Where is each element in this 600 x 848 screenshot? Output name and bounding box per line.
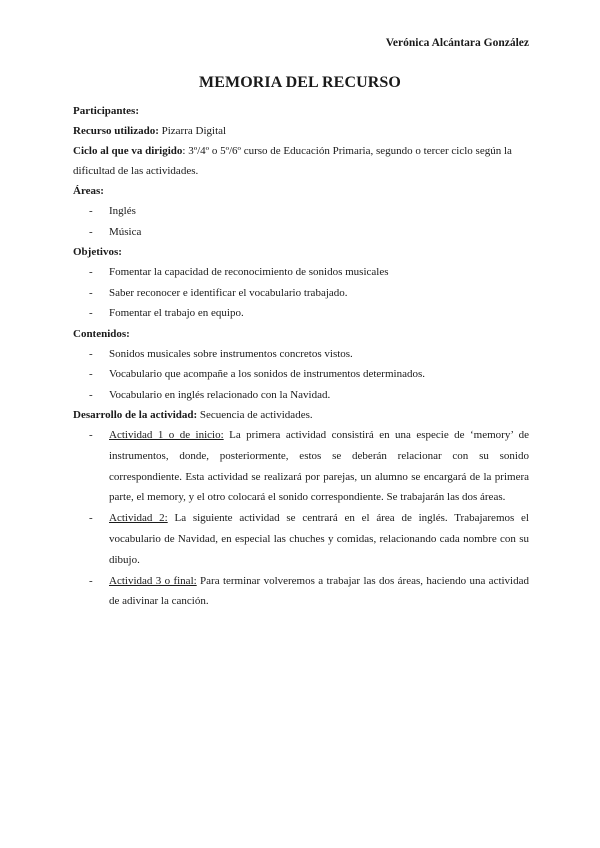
area-item: Música [109, 225, 142, 238]
activities-list [73, 425, 529, 612]
desarrollo-value: Secuencia de actividades. [197, 409, 313, 421]
list-item [73, 425, 529, 508]
list-item [73, 571, 529, 613]
objetivos-label: Objetivos: [73, 246, 122, 258]
activity-text: Para terminar volveremos a trabajar las dos áreas, haciendo una actividad de adivinar la canción. [109, 574, 530, 608]
dash-bullet: - [89, 368, 93, 380]
document-body [73, 101, 529, 612]
dash-bullet: - [89, 225, 93, 238]
list-item [73, 508, 529, 570]
list-item [73, 344, 529, 365]
objetivos-list [73, 262, 529, 324]
dash-bullet: - [89, 205, 93, 217]
dash-bullet: - [89, 574, 93, 587]
author-name: Verónica Alcántara González [385, 37, 529, 49]
dash-bullet: - [89, 347, 93, 360]
ciclo-line [73, 141, 529, 181]
activity-text: La siguiente actividad se centrará en el área de inglés. Trabajaremos el vocabulario de Navidad, en especial las chuches y comidas, relacionando cada nombre con su dibujo. [109, 512, 529, 566]
activity-title: Actividad 3 o final: [109, 574, 197, 587]
objetivo-item: Fomentar el trabajo en equipo. [109, 307, 244, 319]
activity-title: Actividad 2: [109, 512, 168, 525]
objetivo-item: Saber reconocer e identificar el vocabulario trabajado. [109, 286, 348, 299]
dash-bullet: - [89, 512, 93, 525]
list-item [73, 364, 529, 385]
contenidos-list [73, 344, 529, 406]
areas-list [73, 201, 529, 242]
list-item [73, 303, 529, 324]
dash-bullet: - [89, 388, 93, 401]
list-item [73, 262, 529, 283]
list-item [73, 385, 529, 406]
recurso-line [73, 121, 529, 141]
recurso-value: Pizarra Digital [158, 125, 227, 137]
dash-bullet: - [89, 429, 93, 441]
list-item [73, 201, 529, 222]
areas-label: Áreas: [73, 185, 104, 197]
activity-text: La primera actividad consistirá en una especie de ‘memory’ de instrumentos, donde, posteriormente, estos se deberán relacionar con su sonido correspondiente. Esta actividad se realizará por parejas, un alumno se encargará de la primera parte, el memory, y el otro colocará el sonido correspondiente. Se trabajarán las dos áreas. [109, 429, 529, 504]
recurso-label: Recurso utilizado: [73, 125, 159, 137]
desarrollo-label: Desarrollo de la actividad: [73, 409, 198, 421]
ciclo-label: Ciclo al que va dirigido [73, 145, 183, 157]
area-item: Inglés [109, 205, 136, 217]
list-item [73, 222, 529, 243]
contenido-item: Vocabulario que acompañe a los sonidos de instrumentos determinados. [109, 368, 425, 380]
objetivo-item: Fomentar la capacidad de reconocimiento de sonidos musicales [109, 266, 389, 278]
dash-bullet: - [89, 307, 93, 319]
participantes-label: Participantes: [73, 105, 139, 117]
contenido-item: Sonidos musicales sobre instrumentos concretos vistos. [109, 347, 353, 360]
document-title: MEMORIA DEL RECURSO [199, 74, 401, 91]
ciclo-value: : 3º/4º o 5º/6º curso de Educación Primaria, segundo o tercer ciclo según la dificultad de las actividades. [73, 145, 512, 177]
desarrollo-line [73, 405, 529, 425]
contenidos-label: Contenidos: [73, 327, 130, 340]
activity-title: Actividad 1 o de inicio: [109, 429, 224, 441]
list-item [73, 283, 529, 304]
contenido-item: Vocabulario en inglés relacionado con la Navidad. [109, 388, 331, 401]
dash-bullet: - [89, 266, 93, 278]
dash-bullet: - [89, 286, 93, 299]
